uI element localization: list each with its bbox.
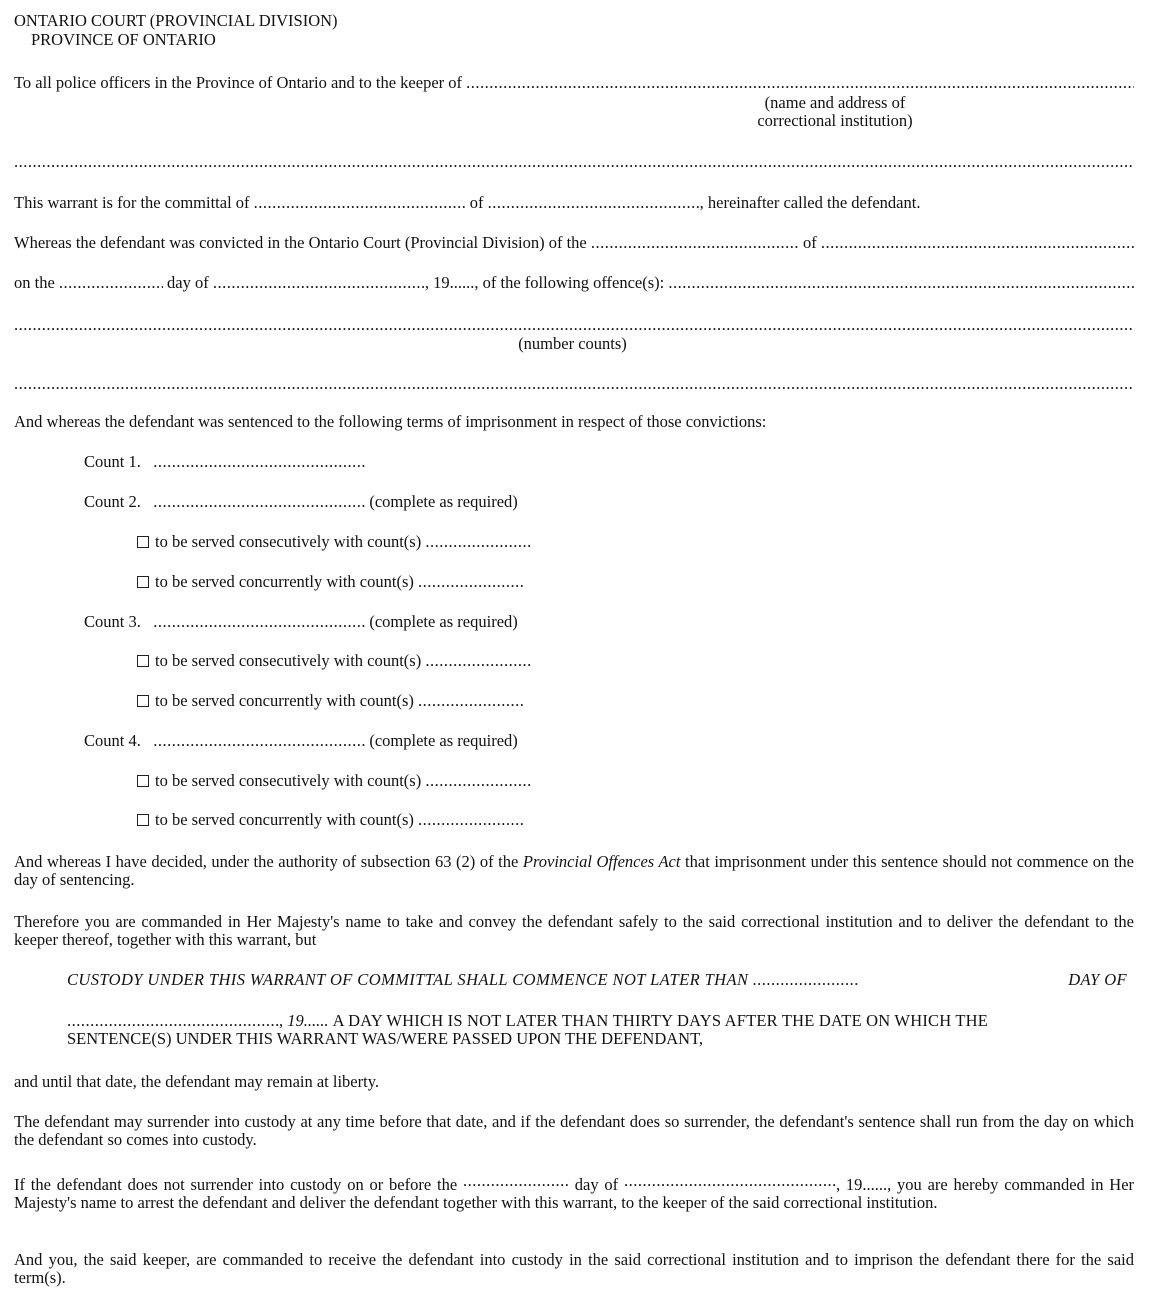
count-4-consecutive: [137, 772, 531, 790]
count-term-field[interactable]: [153, 732, 365, 750]
count-label: Count 3.: [84, 612, 141, 631]
option-label: to be served consecutively with count(s): [155, 771, 422, 790]
count-term-field[interactable]: [153, 453, 365, 471]
surrender-paragraph: The defendant may surrender into custody at any time before that date, and if the defendant does so surrender, the defendant's sentence shall run from the day on which the defendant so comes into custody.: [14, 1112, 1134, 1149]
count-4: [84, 732, 518, 750]
offence-field-2[interactable]: [14, 316, 1134, 334]
court-heading: ONTARIO COURT (PROVINCIAL DIVISION): [14, 11, 338, 30]
committal-line: [14, 194, 920, 212]
defendant-name-field[interactable]: [254, 194, 466, 212]
count-label: Count 1.: [84, 452, 141, 471]
custody-text: CUSTODY UNDER THIS WARRANT OF COMMITTAL SHALL COMMENCE NOT LATER THAN: [67, 970, 749, 989]
count-term-field[interactable]: [153, 613, 365, 631]
count-term-field[interactable]: [153, 493, 365, 511]
authority-paragraph: [14, 853, 1134, 889]
arrest-month-field[interactable]: [624, 1172, 836, 1190]
keeper-line-prefix: To all police officers in the Province of Ontario and to the keeper of: [14, 73, 463, 92]
day-of: day of: [167, 273, 209, 292]
count-2-consecutive: [137, 533, 531, 551]
offence-field[interactable]: [668, 274, 1134, 292]
number-counts-caption: (number counts): [518, 334, 627, 353]
custody-month-field[interactable]: [67, 1012, 279, 1030]
count-note: (complete as required): [369, 731, 518, 750]
sentence-intro: And whereas the defendant was sentenced to the following terms of imprisonment in respect of those convictions:: [14, 412, 767, 431]
conviction-prefix: Whereas the defendant was convicted in the Ontario Court (Provincial Division) of the: [14, 233, 587, 252]
option-label: to be served consecutively with count(s): [155, 651, 422, 670]
count-ref-field[interactable]: [425, 533, 531, 551]
caption-line-1: (name and address of: [764, 93, 906, 112]
consecutive-checkbox[interactable]: [137, 536, 149, 548]
count-3-concurrent: [137, 692, 524, 710]
keeper-line: [14, 74, 1134, 92]
municipality-field[interactable]: [821, 234, 1134, 252]
option-label: to be served concurrently with count(s): [155, 810, 414, 829]
day-field[interactable]: [59, 274, 163, 292]
court-location-field[interactable]: [591, 234, 799, 252]
conviction-line: [14, 234, 1134, 252]
offence-field-3[interactable]: [14, 375, 1134, 393]
custody-line-2: [67, 1012, 1134, 1030]
institution-field[interactable]: [466, 74, 1134, 92]
custody-line-1: [67, 971, 1127, 989]
concurrent-checkbox[interactable]: [137, 695, 149, 707]
concurrent-checkbox[interactable]: [137, 576, 149, 588]
count-2: [84, 493, 518, 511]
conviction-of: of: [803, 233, 817, 252]
on-the: on the: [14, 273, 55, 292]
arrest-a: If the defendant does not surrender into custody on or before the: [14, 1175, 458, 1194]
year-text: , 19......, of the following offence(s):: [424, 273, 665, 292]
custody-day-of: DAY OF: [1068, 970, 1127, 989]
count-note: (complete as required): [369, 612, 518, 631]
authority-after: that imprisonment under this sentence should not commence on the day of sentencing.: [14, 852, 1134, 889]
liberty-line: and until that date, the defendant may remain at liberty.: [14, 1072, 380, 1091]
custody-line-3: SENTENCE(S) UNDER THIS WARRANT WAS/WERE PASSED UPON THE DEFENDANT,: [67, 1029, 704, 1048]
count-3: [84, 613, 518, 631]
committal-prefix: This warrant is for the committal of: [14, 193, 250, 212]
count-ref-field[interactable]: [425, 652, 531, 670]
act-name: Provincial Offences Act: [522, 852, 681, 871]
custody-year: , 19......: [279, 1011, 329, 1030]
count-ref-field[interactable]: [418, 811, 524, 829]
authority-before: And whereas I have decided, under the authority of subsection 63 (2) of the: [14, 852, 519, 871]
count-3-consecutive: [137, 652, 531, 670]
custody-rest: A DAY WHICH IS NOT LATER THAN THIRTY DAYS AFTER THE DATE ON WHICH THE: [332, 1011, 989, 1030]
count-1: [84, 453, 365, 471]
month-field[interactable]: [213, 274, 425, 292]
caption-line-2: correctional institution): [757, 111, 913, 130]
count-ref-field[interactable]: [425, 772, 531, 790]
arrest-c: , 19......, you are hereby commanded in Her Majesty's name to arrest the defendant and deliver the defendant together with this warrant, to the keeper of the said correctional institution.: [14, 1175, 1135, 1212]
institution-caption: [700, 94, 970, 130]
committal-of: of: [469, 193, 484, 212]
keeper-paragraph: And you, the said keeper, are commanded to receive the defendant into custody in the said correctional institution and to imprison the defendant there for the said term(s).: [14, 1250, 1134, 1287]
consecutive-checkbox[interactable]: [137, 655, 149, 667]
committal-suffix: , hereinafter called the defendant.: [699, 193, 921, 212]
option-label: to be served concurrently with count(s): [155, 691, 414, 710]
count-2-concurrent: [137, 573, 524, 591]
date-line: [14, 274, 1134, 292]
command-paragraph: Therefore you are commanded in Her Majesty's name to take and convey the defendant safely to the said correctional institution and to deliver the defendant to the keeper thereof, together with this warrant, but: [14, 912, 1134, 949]
option-label: to be served consecutively with count(s): [155, 532, 422, 551]
arrest-b: day of: [574, 1175, 619, 1194]
province-heading: PROVINCE OF ONTARIO: [31, 30, 216, 49]
consecutive-checkbox[interactable]: [137, 775, 149, 787]
option-label: to be served concurrently with count(s): [155, 572, 414, 591]
concurrent-checkbox[interactable]: [137, 814, 149, 826]
count-ref-field[interactable]: [418, 692, 524, 710]
count-label: Count 4.: [84, 731, 141, 750]
count-ref-field[interactable]: [418, 573, 524, 591]
count-label: Count 2.: [84, 492, 141, 511]
custody-day-field[interactable]: [753, 971, 859, 989]
arrest-day-field[interactable]: [463, 1172, 569, 1190]
count-4-concurrent: [137, 811, 524, 829]
arrest-paragraph: [14, 1172, 1134, 1212]
institution-field-2[interactable]: [14, 153, 1134, 171]
count-note: (complete as required): [369, 492, 518, 511]
defendant-address-field[interactable]: [488, 194, 700, 212]
